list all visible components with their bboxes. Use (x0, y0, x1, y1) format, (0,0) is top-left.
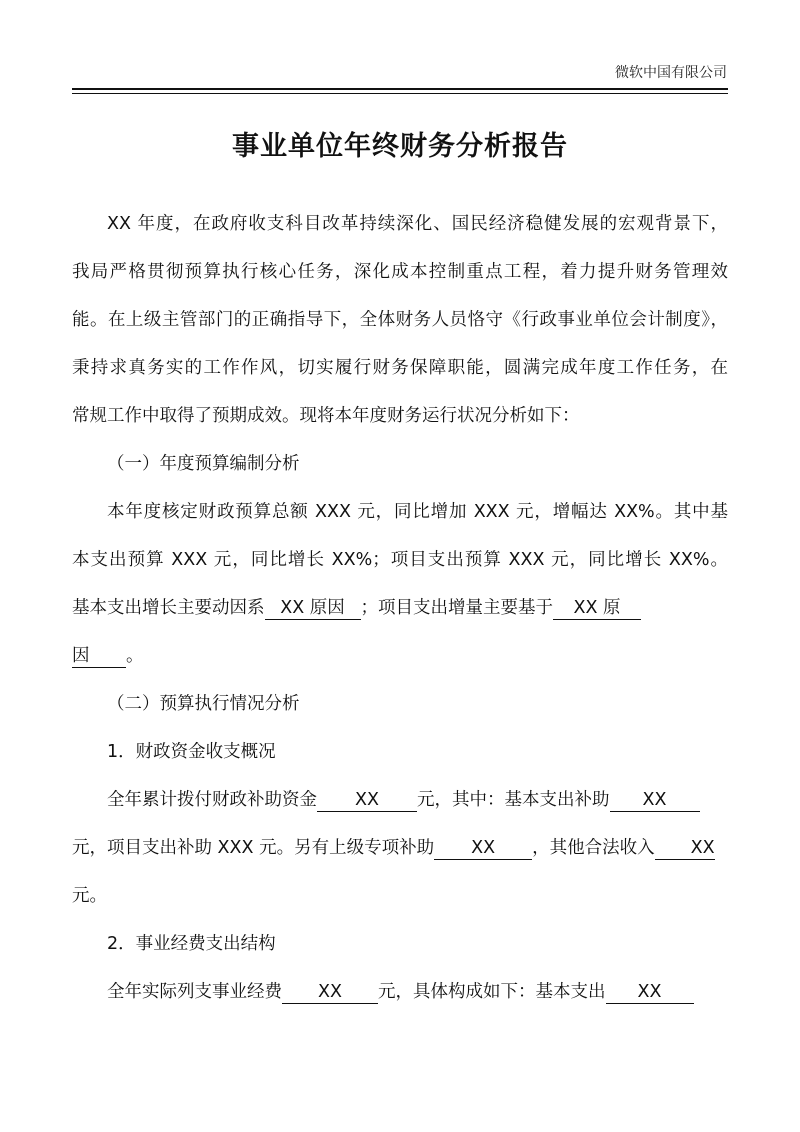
p2-line-1-text-a: 全年实际列支事业经费 (107, 982, 282, 1002)
blank-basic-subsidy[interactable]: XX (610, 789, 700, 812)
intro-line-1: XX 年度，在政府收支科目改革持续深化、国民经济稳健发展的宏观背景下， (107, 214, 728, 234)
intro-line-2: 我局严格贯彻预算执行核心任务，深化成本控制重点工程，着力提升财务管理效 (72, 262, 728, 282)
header-company-name: 微软中国有限公司 (615, 65, 727, 81)
section1-line-3 (72, 584, 728, 632)
section1-line-4 (72, 632, 728, 680)
intro-line-4: 秉持求真务实的工作作风，切实履行财务保障职能，圆满完成年度工作任务，在 (72, 358, 728, 378)
section1-heading: （一）年度预算编制分析 (107, 454, 300, 474)
blank-project-reason[interactable]: XX 原 (553, 597, 641, 620)
section1-line-3-text-c: ；项目支出增量主要基于 (360, 598, 553, 618)
blank-other-income[interactable]: XX (655, 837, 715, 860)
blank-special-subsidy[interactable]: XX (434, 837, 532, 860)
section2-p2-line-1 (72, 968, 728, 1016)
p2-line-1-text-c: 元，具体构成如下：基本支出 (378, 982, 606, 1002)
document-body (72, 200, 728, 1016)
document-title: 事业单位年终财务分析报告 (232, 131, 568, 162)
blank-fiscal-subsidy[interactable]: XX (317, 789, 417, 812)
header-rule-thin (72, 93, 728, 94)
p1-line-1-text-a: 全年累计拨付财政补助资金 (107, 790, 317, 810)
section1-line-2: 本支出预算 XXX 元，同比增长 XX%；项目支出预算 XXX 元，同比增长 XX%。 (72, 550, 728, 570)
blank-basic-reason[interactable]: XX 原因 (265, 597, 361, 620)
section2-p1-line-3: 元。 (72, 886, 107, 906)
blank-project-reason-cont[interactable]: 因 (72, 645, 126, 668)
p1-line-2-text-a: 元，项目支出补助 XXX 元。另有上级专项补助 (72, 838, 435, 858)
p1-line-1-text-c: 元，其中：基本支出补助 (417, 790, 610, 810)
section2-p1-line-2 (72, 824, 728, 872)
section2-heading: （二）预算执行情况分析 (107, 694, 300, 714)
section1-line-4-end: 。 (126, 646, 144, 666)
section1-line-1: 本年度核定财政预算总额 XXX 元，同比增加 XXX 元，增幅达 XX%。其中基 (107, 502, 728, 522)
section1-line-3-text-a: 基本支出增长主要动因系 (72, 598, 265, 618)
blank-basic-expense[interactable]: XX (606, 981, 694, 1004)
intro-line-5: 常规工作中取得了预期成效。现将本年度财务运行状况分析如下： (72, 406, 580, 426)
header-rule-thick (72, 88, 728, 90)
p1-line-2-text-c: ，其他合法收入 (532, 838, 655, 858)
intro-line-3: 能。在上级主管部门的正确指导下，全体财务人员恪守《行政事业单位会计制度》， (72, 310, 728, 330)
section2-sub2: 2．事业经费支出结构 (107, 934, 276, 954)
section2-sub1: 1．财政资金收支概况 (107, 742, 276, 762)
blank-expense-total[interactable]: XX (282, 981, 378, 1004)
section2-p1-line-1 (72, 776, 728, 824)
